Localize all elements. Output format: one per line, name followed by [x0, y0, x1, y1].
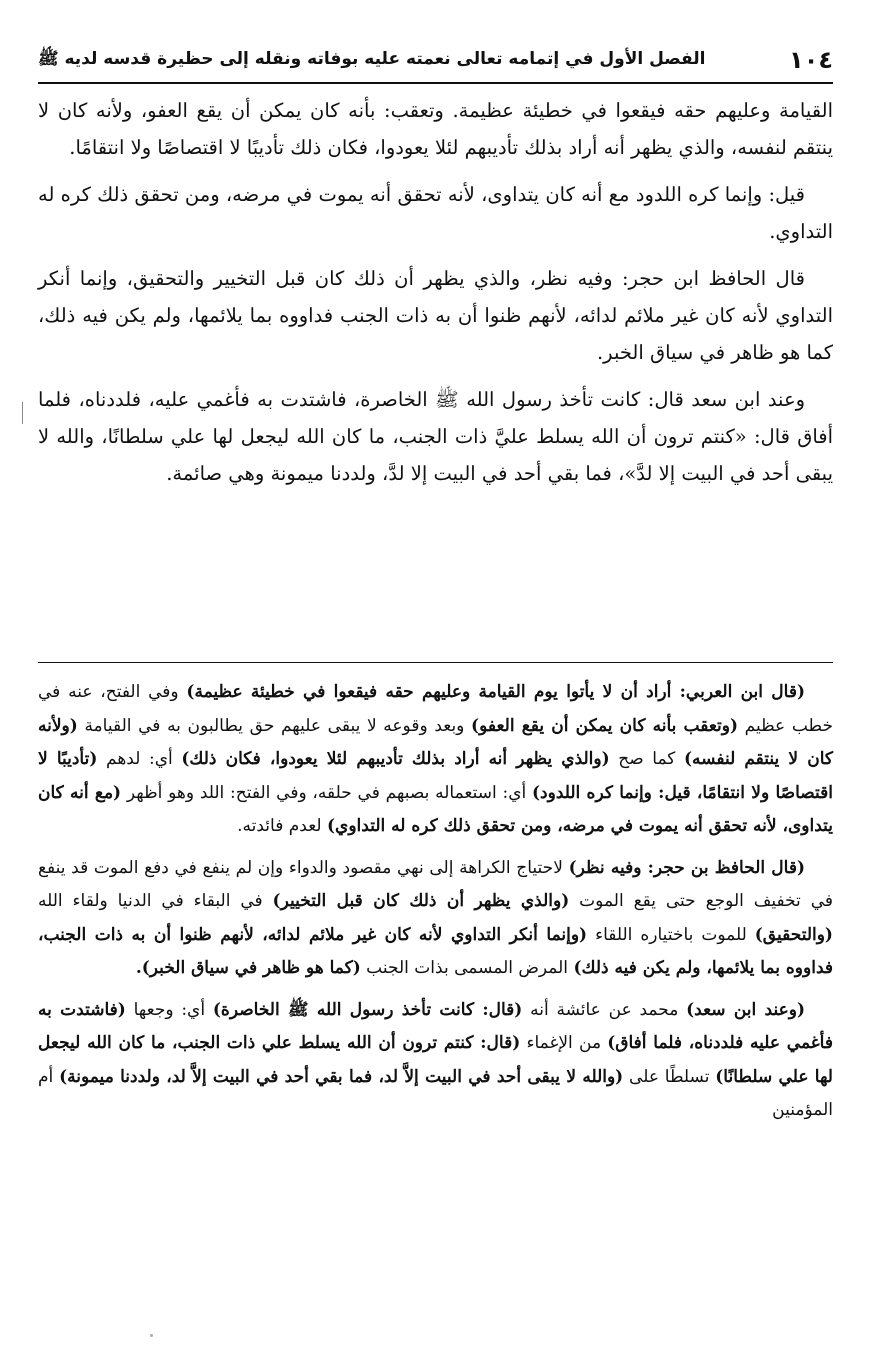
quoted-text: (قال ابن العربي: أراد أن لا يأتوا يوم القيامة وعليهم حقه فيقعوا في خطيئة عظيمة): [186, 682, 805, 702]
commentary-text-run: من الإغماء: [520, 1033, 608, 1053]
quoted-text: (ولأنه كان لا ينتقم لنفسه): [38, 715, 833, 769]
commentary-text-run: أي: وجعها: [125, 999, 213, 1020]
main-paragraph: قال الحافظ ابن حجر: وفيه نظر، والذي يظهر أن ذلك كان قبل التخيير والتحقيق، وإنما أنكر التداوي لأنه كان غير ملائم لدائه، لأنهم ظنوا أن به ذات الجنب فداووه بما يلائمها، ولم يكن فيه ذلك، كما هو ظاهر في سياق الخبر.: [38, 267, 833, 364]
commentary-text-run: للموت باختياره اللقاء: [587, 924, 755, 945]
quoted-text: (وعند ابن سعد): [686, 999, 805, 1020]
quoted-text: (وتعقب بأنه كان يمكن أن يقع العفو): [471, 715, 738, 736]
commentary-text: [38, 676, 833, 1136]
quoted-text: (والله لا يبقى أحد في البيت إلاَّ لد، فما بقي أحد في البيت إلاَّ لد، ولددنا ميمونة): [59, 1066, 624, 1087]
quoted-text: (قال: كانت تأخذ رسول الله ﷺ الخاصرة): [212, 999, 523, 1020]
margin-mark: [22, 402, 23, 424]
quoted-text: (والذي يظهر أنه أراد بذلك تأديبهم لئلا يعودوا، فكان ذلك): [181, 749, 610, 769]
commentary-paragraph: [38, 994, 833, 1128]
commentary-text-run: وبعد وقوعه لا يبقى عليهم حق يطالبون به في القيامة: [77, 715, 472, 736]
quoted-text: (والتحقيق): [754, 924, 833, 945]
main-paragraph: القيامة وعليهم حقه فيقعوا في خطيئة عظيمة. وتعقب: بأنه كان يمكن أن يقع العفو، ولأنه كان لا ينتقم لنفسه، والذي يظهر أنه أراد بذلك تأديبهم لئلا يعودوا، فكان ذلك تأديبًا لا اقتصاصًا ولا انتقامًا.: [38, 99, 833, 159]
quoted-text: (مع أنه كان يتداوى، لأنه تحقق أنه يموت في مرضه، ومن تحقق ذلك كره له التداوي): [38, 782, 833, 836]
main-text: [38, 92, 833, 502]
quoted-text: (قال الحافظ بن حجر: وفيه نظر): [568, 857, 805, 878]
footnote-divider: [38, 662, 833, 663]
main-paragraph: وعند ابن سعد قال: كانت تأخذ رسول الله ﷺ الخاصرة، فاشتدت به فأغمي عليه، فلددناه، فلما أفاق قال: «كنتم ترون أن الله يسلط عليَّ ذات الجنب، ما كان الله ليجعل لها علي سلطانًا، والله لا يبقى أحد في البيت إلا لدَّ»، فما بقي أحد في البيت إلا لدَّ، ولددنا ميمونة وهي صائمة.: [38, 388, 833, 485]
commentary-text-run: أم المؤمنين: [38, 1066, 833, 1120]
quoted-text: (كما هو ظاهر في سياق الخبر).: [135, 958, 361, 978]
commentary-text-run: أي: لدهم: [97, 749, 182, 769]
scan-speck: [150, 1334, 153, 1337]
commentary-text-run: لاحتياج الكراهة إلى نهي مقصود والدواء وإن لم ينفع في دفع الموت قد ينفع في تخفيف الوجع حتى يقع الموت: [38, 857, 833, 911]
commentary-text-run: تسلطًا على: [623, 1066, 716, 1087]
main-paragraph: قيل: وإنما كره اللدود مع أنه كان يتداوى، لأنه تحقق أنه يموت في مرضه، ومن تحقق ذلك كره له التداوي.: [38, 183, 833, 243]
commentary-text-run: محمد عن عائشة أنه: [522, 999, 687, 1020]
running-title: الفصل الأول في إتمامه تعالى نعمته عليه بوفاته ونقله إلى حظيرة قدسه لديه ﷺ: [38, 48, 706, 69]
commentary-text-run: لعدم فائدته.: [237, 816, 327, 836]
commentary-text-run: المرض المسمى بذات الجنب: [360, 958, 574, 978]
quoted-text: (تأديبًا لا اقتصاصًا ولا انتقامًا، قيل: وإنما كره اللدود): [38, 749, 833, 803]
quoted-text: (قال: كنتم ترون أن الله يسلط علي ذات الجنب، ما كان الله ليجعل لها علي سلطانًا): [38, 1033, 833, 1087]
commentary-text-run: في البقاء في الدنيا ولقاء الله: [38, 891, 273, 911]
quoted-text: (وإنما أنكر التداوي لأنه كان غير ملائم لدائه، لأنهم ظنوا أن به ذات الجنب، فداووه بما يلائمها، ولم يكن فيه ذلك): [38, 924, 833, 978]
page-number: ١٠٤: [789, 46, 833, 74]
quoted-text: (والذي يظهر أن ذلك كان قبل التخيير): [272, 891, 570, 911]
page-header: [38, 38, 833, 84]
commentary-paragraph: [38, 852, 833, 986]
commentary-paragraph: [38, 676, 833, 844]
quoted-text: (فاشتدت به فأغمي عليه فلددناه، فلما أفاق): [38, 999, 833, 1053]
commentary-text-run: أي: استعماله بصبهم في حلقه، وفي الفتح: اللد وهو أظهر: [121, 782, 532, 803]
commentary-text-run: كما صح: [609, 749, 685, 769]
commentary-text-run: وفي الفتح، عنه في خطب عظيم: [38, 682, 833, 736]
